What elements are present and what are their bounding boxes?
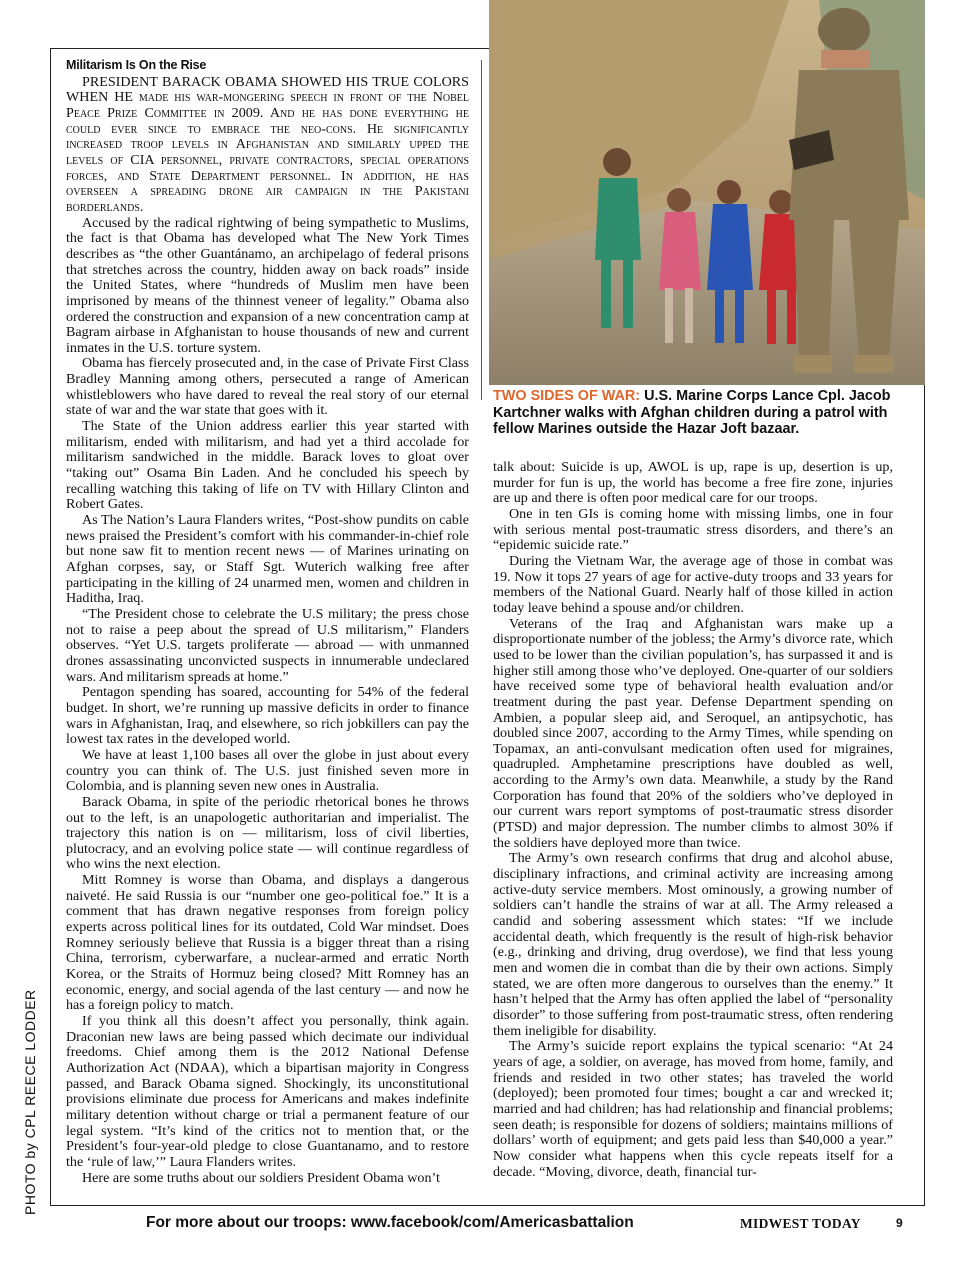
section-heading: Militarism Is On the Rise xyxy=(66,58,207,72)
caption-text: U.S. Marine Corps Lance Cpl. Jacob Kartchner walks with Afghan children during a patrol with fellow Marines outside the Hazar Joft bazaar. xyxy=(493,388,891,437)
photo-illustration xyxy=(489,0,925,385)
paragraph: Barack Obama, in spite of the periodic rhetorical bones he throws out to the left, is an unapologetic authoritarian and imperialist. The trajectory this nation is on — militarism, loss of civil liberties, plutocracy, and an evolving police state — will continue regardless of who wins the next election. xyxy=(66,793,469,873)
paragraph: Here are some truths about our soldiers President Obama won’t xyxy=(82,1169,440,1186)
paragraph: The Army’s suicide report explains the typical scenario: “At 24 years of age, a soldier, on average, has moved from home, family, and friends and resided in two other states; has traveled the world (deployed); been promoted four times; bought a car and wrecked it; married and had children; has had relationship and financial problems; seen death; is responsible for dozens of soldiers; maintains millions of dollars’ worth of equipment; and gets paid less than $40,000 a year.” Now consider what happens when this cycle repeats itself for a decade. “Moving, divorce, death, financial tur- xyxy=(493,1038,893,1180)
left-rule xyxy=(50,48,51,1205)
photo-caption xyxy=(493,388,893,438)
footer-facebook-link[interactable]: For more about our troops: www.facebook/com/Americasbattalion xyxy=(146,1214,634,1231)
paragraph: During the Vietnam War, the average age of those in combat was 19. Now it tops 27 years of age for active-duty troops and 33 years for members of the National Guard. Nearly half of those killed in action today leave behind a spouse and/or children. xyxy=(493,552,893,616)
paragraph: We have at least 1,100 bases all over the globe in just about every country you can think of. The U.S. just finished seven more in Colombia, and is planning seven new ones in Australia. xyxy=(66,746,469,795)
paragraph: Mitt Romney is worse than Obama, and displays a dangerous naiveté. He said Russia is our “number one geo-political foe.” It is a comment that has drawn negative responses from foreign policy experts across political lines for its outdated, Cold War mindset. Does Romney seriously believe that Russia is a bigger threat than a rising China, terrorism, cyberwarfare, a nuclear-armed and erratic North Korea, or the Straits of Hormuz being closed? Mitt Romney has an economic, energy, and social agenda of the last century — and now he has a foreign policy to match. xyxy=(66,872,469,1014)
paragraph: Obama has fiercely prosecuted and, in the case of Private First Class Bradley Manning among others, persecuted a range of American whistleblowers who have dared to reveal the real story of our eternal state of war and the war state that goes with it. xyxy=(66,355,469,419)
column-divider xyxy=(481,60,482,400)
left-column xyxy=(66,58,469,1186)
photo-marine-with-children xyxy=(489,0,925,385)
paragraph: Pentagon spending has soared, accounting for 54% of the federal budget. In short, we’re running up massive deficits in order to finance wars in Afghanistan, Iraq, and elsewhere, so rich jobkillers can pay the lowest tax rates in the developed world. xyxy=(66,684,469,748)
paragraph: As The Nation’s Laura Flanders writes, “Post-show pundits on cable news praised the President’s comfort with his commander-in-chief role but none saw fit to mention recent news — of Marines urinating on Afghan corpses, say, or Staff Sgt. Wuterich walking free after participating in the killing of 24 unarmed men, women and children in Haditha, Iraq. xyxy=(66,512,469,607)
paragraph: One in ten GIs is coming home with missing limbs, one in four with serious mental post-traumatic stress disorders, and there’s an “epidemic suicide rate.” xyxy=(493,505,893,554)
bottom-rule xyxy=(50,1205,924,1206)
paragraph: PRESIDENT BARACK OBAMA SHOWED HIS TRUE COLORS WHEN HE made his war-mongering speech in front of the Nobel Peace Prize Committee in 2009. And he has done everything he could ever since to embrace the neo-cons. He significantly increased troop levels in Afghanistan and similarly upped the levels of CIA personnel, private contractors, special operations forces, and State Department personnel. In addition, he has overseen a spreading drone air campaign in the Pakistani borderlands. xyxy=(66,73,469,215)
paragraph: If you think all this doesn’t affect you personally, think again. Draconian new laws are being passed which decimate our individual freedoms. Chief among them is the 2012 National Defense Authorization Act (NDAA), which a bipartisan majority in Congress passed, and Barack Obama signed. Shockingly, its unconstitutional provisions eliminate due process for Americans and makes indefinite military detention without charge or trial a permanent feature of our legal system. “It’s kind of the critics not to mention that, or the President’s four-year-old pledge to close Guantanamo, and to restore the ‘rule of law,’” Laura Flanders writes. xyxy=(66,1013,469,1170)
paragraph: The Army’s own research confirms that drug and alcohol abuse, disciplinary infractions, and criminal activity are increasing among active-duty service members. Most ominously, a growing number of soldiers can’t handle the strains of war at all. The Army released a candid and sobering assessment which states: “If we include accidental death, which frequently is the result of high-risk behavior (e.g., drinking and driving, drug overdose), we find that less young men and women die in combat than die by their own actions. Simply stated, we are often more dangerous to ourselves than the enemy.” It hasn’t helped that the Army has often applied the label of “personality disorder” to those suffering from post-traumatic stress, often rendering them ineligible for disability. xyxy=(493,850,893,1039)
paragraph: Veterans of the Iraq and Afghanistan wars make up a disproportionate number of the jobless; the Army’s divorce rate, which used to be lower than the civilian population’s, has surpassed it and is higher still among those who’ve deployed. One-quarter of our soldiers have received some type of behavioral health evaluation and/or treatment during the past year. Defense Department spending on Ambien, a popular sleep aid, and Seroquel, an antipsychotic, has doubled since 2007, according to the Army Times, while spending on Topamax, an anti-convulsant medication often used for migraines, quadrupled. Amphetamine prescriptions have doubled as well, according to the Army’s own data. Meanwhile, a study by the Rand Corporation has found that 20% of the soldiers who’ve deployed in our current wars report symptoms of post-traumatic stress disorder (PTSD) and major depression. The number climbs to almost 30% if the soldiers have deployed more than twice. xyxy=(493,615,893,851)
paragraph: talk about: Suicide is up, AWOL is up, rape is up, desertion is up, murder for fun is up, the world has become a free fire zone, injuries are up and there is often poor medical care for our troops. xyxy=(493,459,893,507)
paragraph: Accused by the radical rightwing of being sympathetic to Muslims, the fact is that Obama has developed what The New York Times describes as “the other Guantánamo, an archipelago of federal prisons that stretches across the country, hidden away on back roads” inside the United States, where “hundreds of Muslim men have been imprisoned by means of the thinnest veneer of legality.” Obama also ordered the construction and expansion of a new concentration camp at Bagram airbase in Afghanistan to house thousands of new and current inmates in the U.S. torture system. xyxy=(66,214,469,356)
paragraph: The State of the Union address earlier this year started with militarism, ended with militarism, and had yet a third accolade for militarism sandwiched in the middle. Barack loves to gloat over “taking out” Osama Bin Laden. And he concluded his speech by recalling watching this taking of life on TV with Hillary Clinton and Robert Gates. xyxy=(66,418,469,513)
right-column xyxy=(493,460,893,1180)
top-rule xyxy=(50,48,489,49)
caption-lead: TWO SIDES OF WAR: xyxy=(493,388,641,404)
photo-credit: PHOTO by CPL REECE LODDER xyxy=(22,989,38,1215)
page-number: 9 xyxy=(896,1216,903,1230)
magazine-name: MIDWEST TODAY xyxy=(740,1216,861,1231)
paragraph: “The President chose to celebrate the U.S military; the press chose not to raise a peep about the spread of U.S militarism,” Flanders observes. “Yet U.S. targets proliferate — abroad — with unmanned drones assassinating unconvicted suspects in innumerable undeclared wars. And militarism spreads at home.” xyxy=(66,605,469,685)
